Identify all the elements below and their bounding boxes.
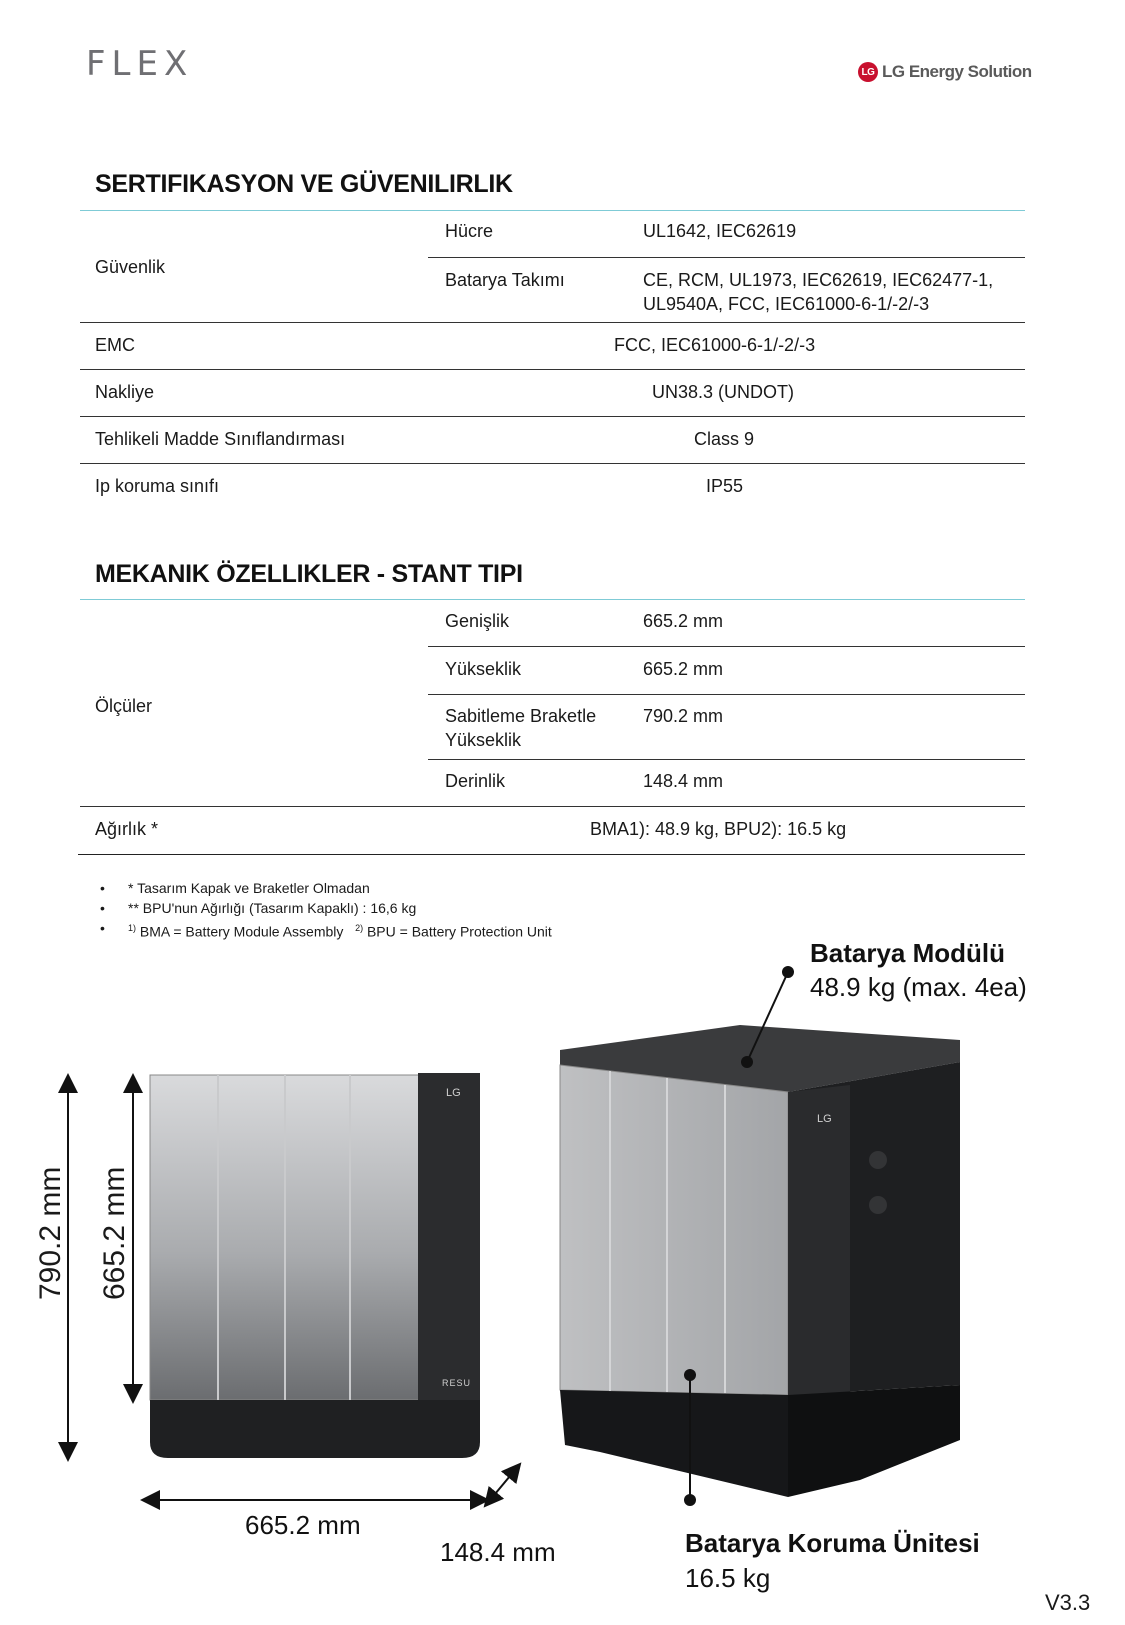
hazard-label: Tehlikeli Madde Sınıflandırması xyxy=(95,429,346,449)
flex-logo: FLEX xyxy=(86,44,194,84)
lg-device-logo: LG xyxy=(817,1113,832,1125)
bpu-title: Batarya Koruma Ünitesi xyxy=(685,1528,980,1558)
row-divider xyxy=(428,694,1025,695)
module-title: Batarya Modülü xyxy=(810,938,1006,968)
depth-label: Derinlik xyxy=(445,771,506,791)
footnote: • * Tasarım Kapak ve Braketler Olmadan xyxy=(100,880,370,896)
transport-label: Nakliye xyxy=(95,382,155,402)
row-divider xyxy=(80,463,1025,464)
battery-front-view xyxy=(150,1073,480,1458)
table-bottom-rule xyxy=(78,854,1025,855)
brand-logo xyxy=(858,62,1032,82)
cell-value: UL1642, IEC62619 xyxy=(643,221,797,241)
depth-value: 148.4 mm xyxy=(643,771,724,791)
row-divider xyxy=(428,257,1025,258)
footnote: • ** BPU'nun Ağırlığı (Tasarım Kapaklı) : 16,6 kg xyxy=(100,900,417,916)
row-divider xyxy=(428,646,1025,647)
resu-device-label: RESU xyxy=(442,1378,472,1388)
total-height-label: 790.2 mm xyxy=(34,1166,67,1300)
product-figure xyxy=(0,930,1125,1625)
emc-value: FCC, IEC61000-6-1/-2/-3 xyxy=(614,335,816,355)
footnote: • $^{1)}$ BMA = Battery Module Assembly $^{2)}$ BPU = Battery Protection Unit xyxy=(100,920,552,940)
bracket-label-line1: Sabitleme Braketle xyxy=(445,706,597,726)
row-divider xyxy=(80,806,1025,807)
mech-section-title: MEKANIK ÖZELLIKLER - STANT TIPI xyxy=(95,560,523,588)
cell-label: Hücre xyxy=(445,221,494,241)
hazard-value: Class 9 xyxy=(694,429,755,449)
weight-value: BMA1): 48.9 kg, BPU2): 16.5 kg xyxy=(590,819,847,839)
module-weight: 48.9 kg (max. 4ea) xyxy=(810,972,1027,1002)
cert-section-title: SERTIFIKASYON VE GÜVENILIRLIK xyxy=(95,170,513,198)
mech-title-rule xyxy=(80,599,1025,600)
battery-iso-view xyxy=(560,1025,960,1497)
width-label: Genişlik xyxy=(445,611,510,631)
lg-device-logo: LG xyxy=(446,1087,461,1099)
pack-value-line1: CE, RCM, UL1973, IEC62619, IEC62477-1, xyxy=(643,270,994,290)
width-value: 665.2 mm xyxy=(643,611,724,631)
cert-title-rule xyxy=(80,210,1025,211)
height-dim-label: 665.2 mm xyxy=(98,1166,131,1300)
height-value: 665.2 mm xyxy=(643,659,724,679)
row-divider xyxy=(80,369,1025,370)
bracket-value: 790.2 mm xyxy=(643,706,724,726)
version-label: V3.3 xyxy=(1045,1590,1091,1615)
depth-dim-label: 148.4 mm xyxy=(440,1537,556,1567)
safety-label: Güvenlik xyxy=(95,257,166,277)
height-label: Yükseklik xyxy=(445,659,522,679)
bpu-weight: 16.5 kg xyxy=(685,1563,771,1593)
row-divider xyxy=(428,759,1025,760)
lg-logo-icon: LG xyxy=(858,62,878,82)
emc-label: EMC xyxy=(95,335,135,355)
depth-arrow xyxy=(490,1470,515,1500)
bracket-label-line2: Yükseklik xyxy=(445,730,522,750)
ip-value: IP55 xyxy=(706,476,744,496)
row-divider xyxy=(80,322,1025,323)
ip-label: Ip koruma sınıfı xyxy=(95,476,220,496)
row-divider xyxy=(80,416,1025,417)
dims-label: Ölçüler xyxy=(95,696,153,716)
weight-label: Ağırlık * xyxy=(95,819,159,839)
width-dim-label: 665.2 mm xyxy=(245,1510,361,1540)
pack-label: Batarya Takımı xyxy=(445,270,565,290)
pack-value-line2: UL9540A, FCC, IEC61000-6-1/-2/-3 xyxy=(643,294,930,314)
brand-name: LG Energy Solution xyxy=(882,62,1032,81)
transport-value: UN38.3 (UNDOT) xyxy=(652,382,795,402)
